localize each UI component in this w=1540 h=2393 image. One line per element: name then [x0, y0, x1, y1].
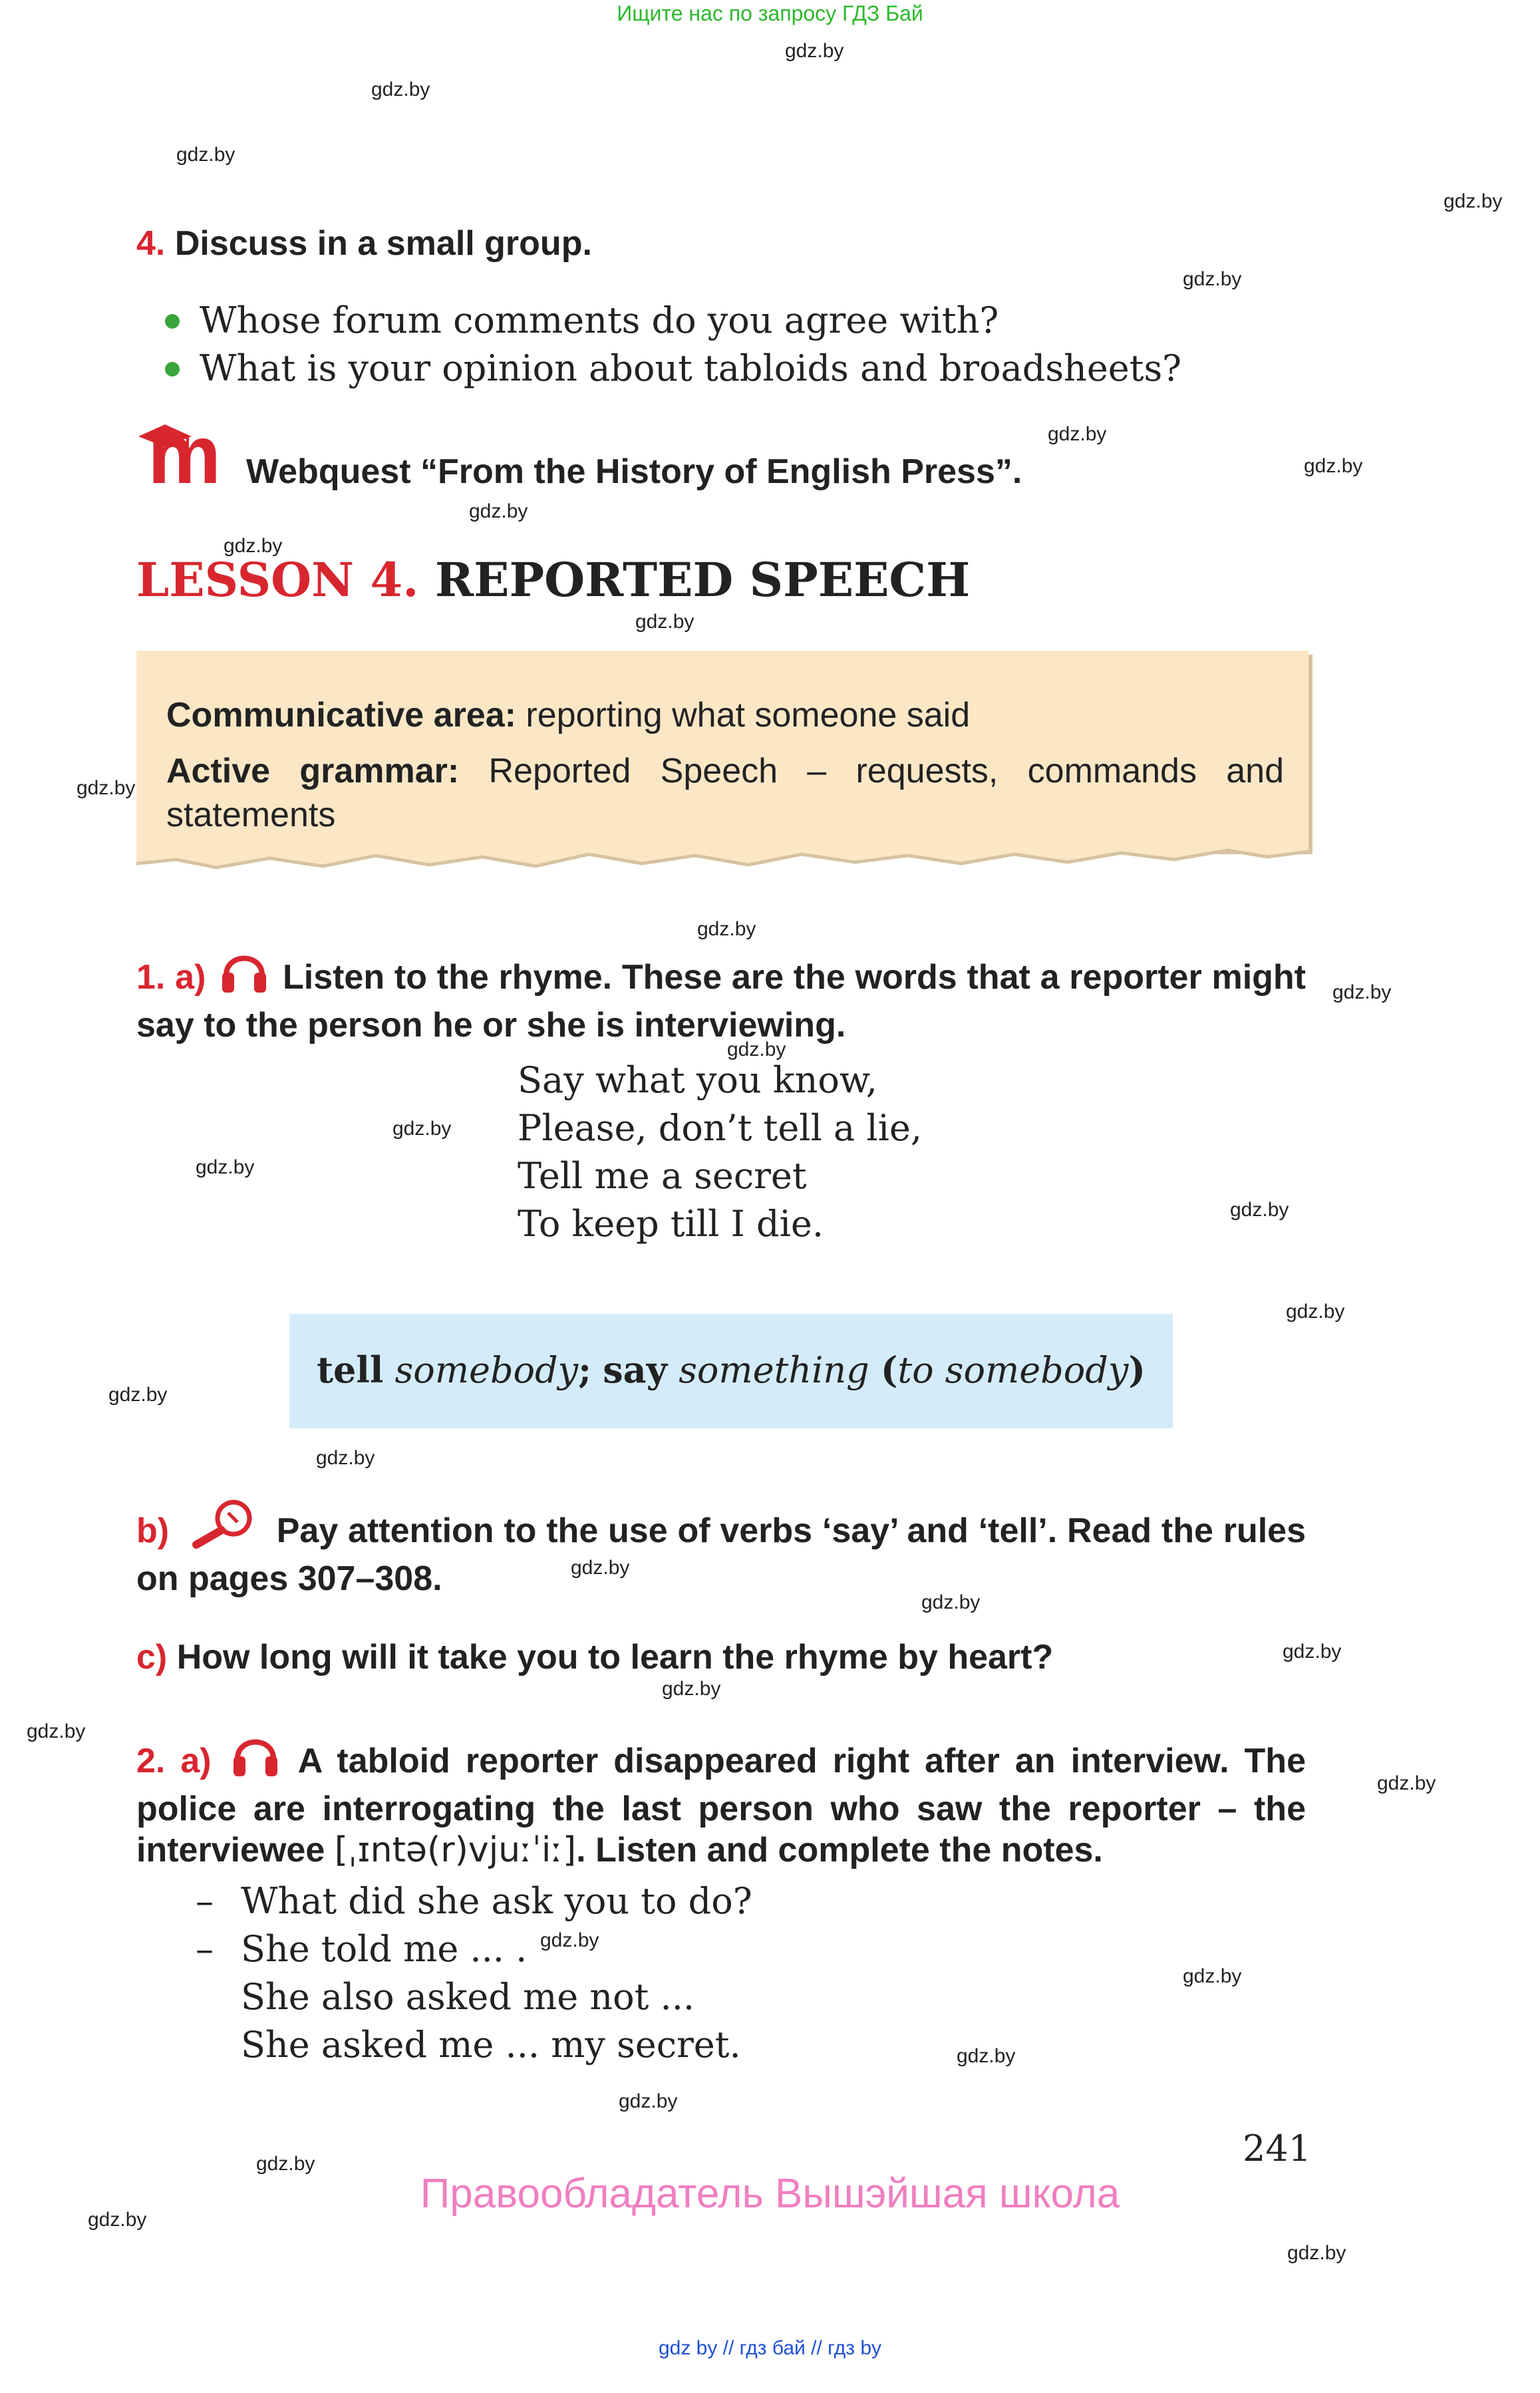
task1a: 1. a) Listen to the rhyme. These are the words that a reporter might say to the person he or she is interviewing. — [136, 946, 1306, 1046]
magnifier-icon — [183, 1496, 263, 1558]
watermark: gdz.by — [108, 1384, 168, 1406]
bullet-dot-icon — [165, 362, 180, 377]
watermark: gdz.by — [77, 777, 136, 799]
headphones-icon — [231, 1730, 280, 1788]
task4-title: Discuss in a small group. — [174, 224, 592, 263]
watermark: gdz.by — [1183, 1965, 1242, 1987]
lesson-objectives-note — [136, 651, 1309, 850]
rhyme: Say what you know, Please, don’t tell a lie, Tell me a secret To keep till I die. — [518, 1059, 923, 1245]
watermark: gdz.by — [921, 1591, 981, 1613]
watermark: gdz.by — [1230, 1199, 1289, 1221]
watermark: gdz.by — [27, 1720, 86, 1742]
task1c: c) How long will it take you to learn the rhyme by heart? — [136, 1638, 1054, 1676]
task2a: 2. a) A tabloid reporter disappeared right after an interview. The police are interrogating the last person who saw the reporter – the interviewee [ˌɪntə(r)vjuːˈiː]. Listen and complete the notes. — [136, 1730, 1306, 1871]
watermark: gdz.by — [1287, 2242, 1346, 2264]
watermark: gdz.by — [392, 1118, 452, 1140]
grammar-rule-box — [289, 1314, 1173, 1428]
task1b: b) Pay attention to the use of verbs ‘say’ and ‘tell’. Read the rules on pages 307–308. — [136, 1496, 1306, 1599]
watermark: gdz.by — [635, 611, 694, 633]
communicative-area: Communicative area: reporting what someone said — [166, 696, 971, 734]
watermark: gdz.by — [176, 144, 235, 166]
watermark: gdz.by — [1286, 1301, 1345, 1323]
watermark: gdz.by — [1444, 190, 1503, 212]
watermark: gdz.by — [957, 2045, 1016, 2067]
lesson-label: LESSON 4. — [136, 552, 419, 607]
grammar-rule: tell somebody; say something (to somebody) — [317, 1349, 1146, 1391]
watermark: gdz.by — [224, 535, 283, 557]
watermark: gdz.by — [1183, 268, 1242, 290]
watermark: gdz.by — [371, 79, 430, 100]
watermark: gdz.by — [1283, 1641, 1342, 1663]
watermark: gdz.by — [316, 1447, 375, 1469]
watermark: gdz.by — [88, 2209, 147, 2231]
list-item: Whose forum comments do you agree with? — [200, 299, 999, 341]
bullet-dot-icon — [165, 314, 180, 329]
watermark: gdz.by — [469, 500, 528, 522]
watermark: gdz.by — [1048, 423, 1107, 445]
lesson-name: REPORTED SPEECH — [434, 552, 971, 607]
watermark: gdz.by — [727, 1038, 786, 1060]
watermark: gdz.by — [1304, 455, 1363, 477]
watermark: gdz.by — [540, 1929, 599, 1951]
lesson-title — [136, 552, 970, 607]
webquest-link[interactable]: Webquest “From the History of English Press”. — [246, 452, 1022, 491]
dialog-line: She asked me ... my secret. — [241, 2024, 741, 2066]
page-number: 241 — [1243, 2128, 1312, 2169]
dialog-line: – She told me ... . — [196, 1928, 528, 1970]
torn-edge — [136, 840, 1314, 879]
active-grammar: Active grammar: Reported Speech – requests, commands and statements — [166, 752, 1284, 834]
header-banner[interactable]: Ищите нас по запросу ГДЗ Бай — [617, 1, 923, 25]
watermark: gdz.by — [196, 1156, 255, 1178]
m-logo-icon: m — [133, 418, 233, 491]
watermark: gdz.by — [785, 40, 844, 62]
watermark: gdz.by — [256, 2153, 315, 2175]
dialog-line: – What did she ask you to do? — [196, 1880, 752, 1922]
dialog-line: She also asked me not ... — [241, 1976, 695, 2018]
watermark: gdz.by — [619, 2090, 678, 2112]
task4-heading — [136, 223, 592, 264]
dialog — [196, 1877, 752, 2069]
watermark: gdz.by — [1377, 1772, 1436, 1794]
footer-links[interactable]: gdz by // гдз бай // гдз by — [658, 2337, 882, 2359]
copyright-notice: Правообладатель Вышэйшая школа — [420, 2171, 1120, 2217]
task4-number: 4. — [136, 224, 166, 263]
headphones-icon — [220, 946, 269, 1005]
transcription: [ˌɪntə(r)vjuːˈiː] — [334, 1830, 577, 1870]
watermark: gdz.by — [697, 918, 756, 940]
watermark: gdz.by — [1332, 981, 1392, 1003]
list-item: What is your opinion about tabloids and broadsheets? — [200, 347, 1181, 389]
watermark: gdz.by — [571, 1557, 630, 1579]
watermark: gdz.by — [662, 1678, 721, 1700]
